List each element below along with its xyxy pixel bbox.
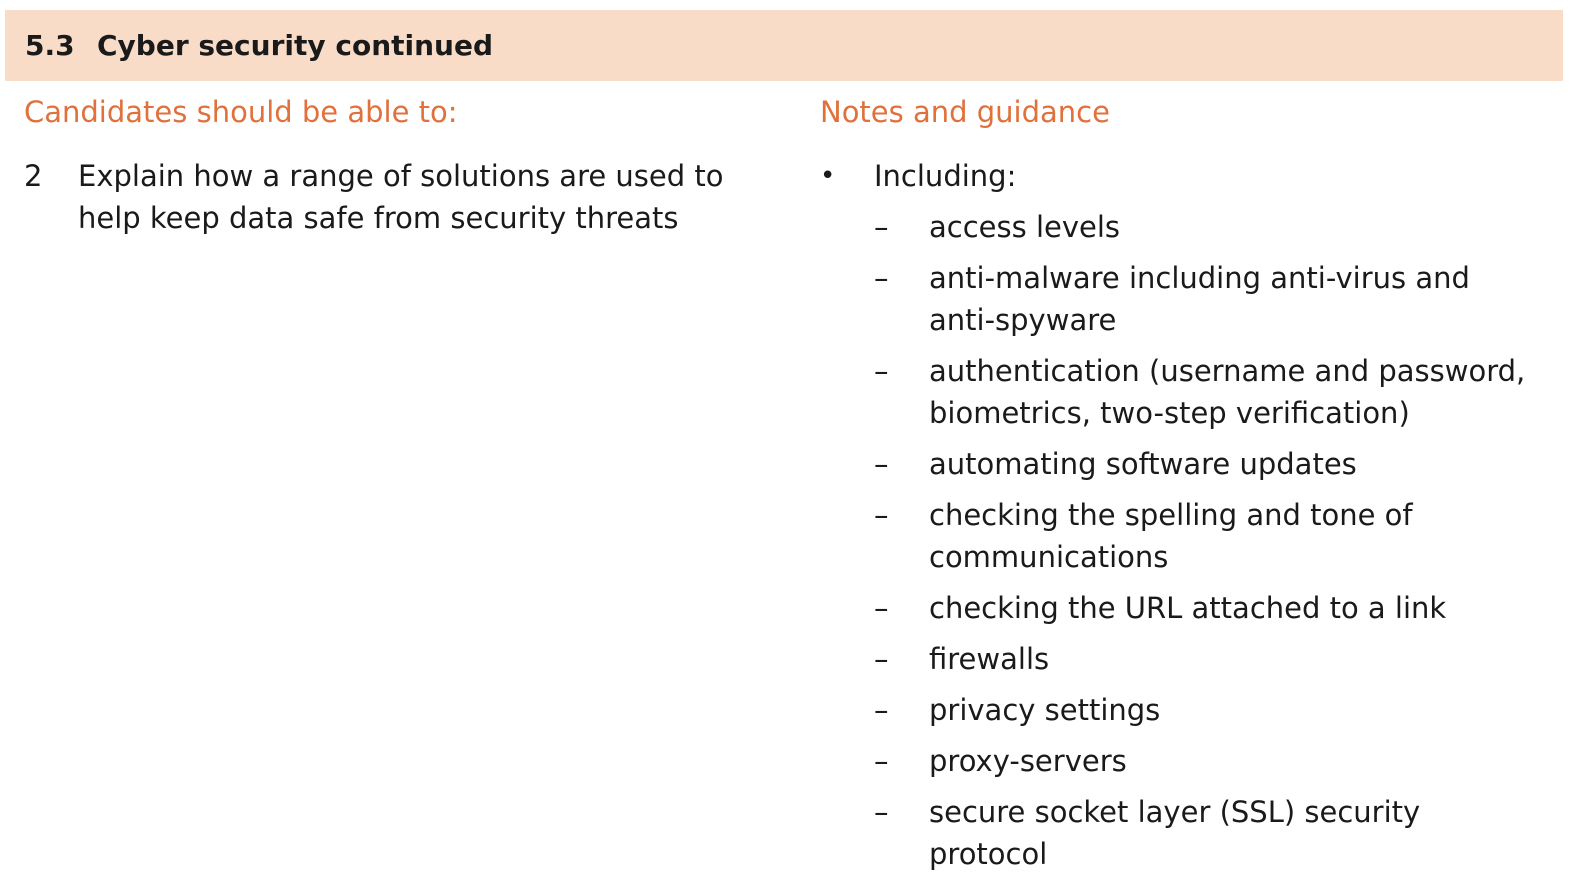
list-item-text: anti-malware including anti-virus and anti-spyware (929, 261, 1470, 337)
list-item (874, 638, 1560, 680)
list-item-text: checking the spelling and tone of communications (929, 498, 1413, 574)
notes-sub-list (874, 206, 1560, 875)
list-item-text: privacy settings (929, 693, 1161, 727)
dash-icon: – (874, 744, 889, 778)
notes-intro: Including: (874, 159, 1017, 193)
list-item (874, 740, 1560, 782)
section-title: Cyber security continued (97, 29, 494, 62)
dash-icon: – (874, 354, 889, 388)
list-item-text: checking the URL attached to a link (929, 591, 1447, 625)
dash-icon: – (874, 591, 889, 625)
list-item (874, 689, 1560, 731)
column-heading-candidates: Candidates should be able to: (24, 95, 458, 129)
list-item (874, 587, 1560, 629)
list-item (874, 350, 1560, 434)
list-item (874, 791, 1560, 875)
dash-icon: – (874, 498, 889, 532)
dash-icon: – (874, 795, 889, 829)
dash-icon: – (874, 447, 889, 481)
list-item (874, 257, 1560, 341)
objective-text: Explain how a range of solutions are used to help keep data safe from security threats (78, 159, 724, 235)
list-item (874, 443, 1560, 485)
dash-icon: – (874, 693, 889, 727)
notes-and-guidance (820, 155, 1560, 875)
list-item-text: firewalls (929, 642, 1050, 676)
list-item-text: proxy-servers (929, 744, 1127, 778)
section-number: 5.3 (25, 29, 75, 62)
notes-bullet-row (820, 155, 1560, 197)
bullet-icon: • (820, 161, 836, 191)
list-item-text: automating software updates (929, 447, 1357, 481)
dash-icon: – (874, 261, 889, 295)
objective-number: 2 (24, 159, 43, 193)
section-header (5, 10, 1563, 81)
list-item (874, 494, 1560, 578)
list-item (874, 206, 1560, 248)
column-heading-notes: Notes and guidance (820, 95, 1110, 129)
list-item-text: access levels (929, 210, 1121, 244)
dash-icon: – (874, 642, 889, 676)
dash-icon: – (874, 210, 889, 244)
list-item-text: authentication (username and password, biometrics, two-step verification) (929, 354, 1526, 430)
learning-objective (24, 155, 784, 239)
list-item-text: secure socket layer (SSL) security protocol (929, 795, 1421, 871)
